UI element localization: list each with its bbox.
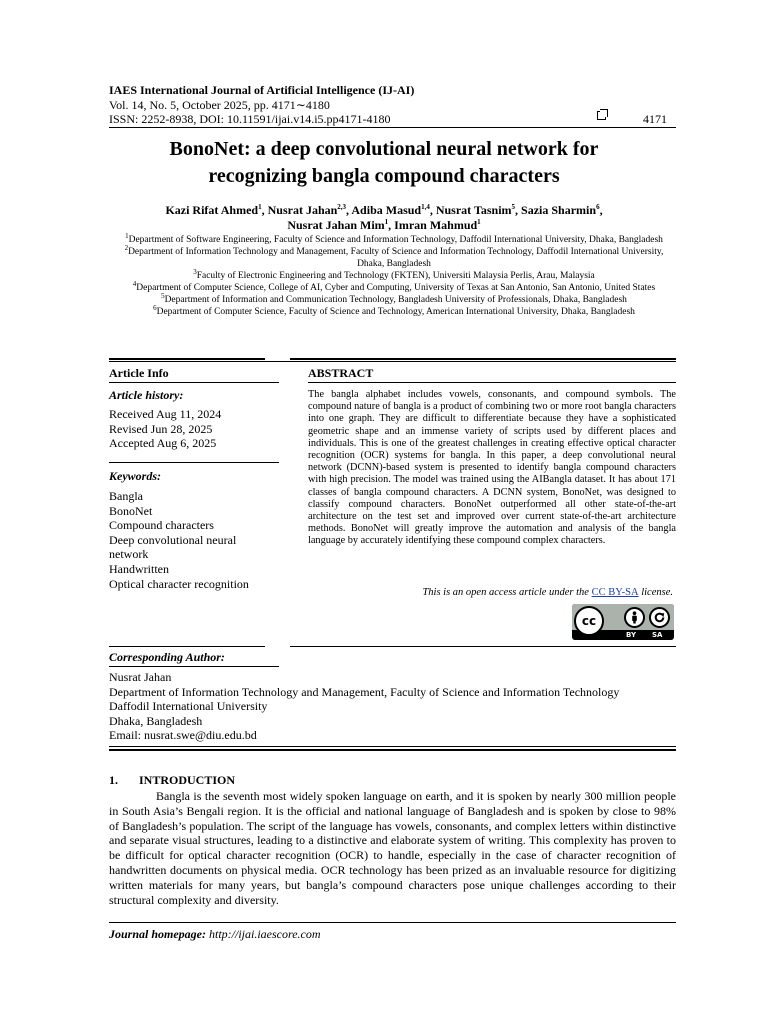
author-name: Nusrat Jahan <box>267 203 338 217</box>
info-top-rule-thin <box>109 361 676 362</box>
abstract-heading-rule <box>308 382 676 383</box>
paper-title <box>60 136 708 190</box>
header-rule <box>109 127 676 128</box>
author-sup: 2,3 <box>337 203 347 211</box>
badge-by-label: BY <box>626 631 637 639</box>
author-sup: 1 <box>258 203 262 211</box>
history-rule <box>109 462 279 463</box>
keyword-item: Compound characters <box>109 518 214 533</box>
affiliation-6 <box>100 303 688 318</box>
abstract-top-rule <box>290 358 676 360</box>
article-info-heading: Article Info <box>109 366 169 380</box>
author-name: Imran Mahmud <box>394 218 478 232</box>
affiliation-4 <box>90 279 698 294</box>
affiliation-list <box>100 231 688 318</box>
author-sup: 5 <box>511 203 516 211</box>
keyword-item: Bangla <box>109 489 143 503</box>
page-icon <box>597 111 606 120</box>
corr-label-rule <box>109 666 279 667</box>
license-statement <box>308 586 673 599</box>
keyword-item: BonoNet <box>109 503 153 518</box>
revised-date: Revised Jun 28, 2025 <box>109 421 213 436</box>
keywords-list <box>109 489 279 591</box>
affiliation-5 <box>100 291 688 306</box>
affiliation-text: Department of Information and Communication Technology, Bangladesh University of Professionals, Dhaka, Bangladesh <box>164 295 627 305</box>
affiliation-3 <box>100 267 688 282</box>
abstract-heading: ABSTRACT <box>308 366 374 380</box>
keyword-item: Handwritten <box>109 561 169 576</box>
author-name: Nusrat Tasnim <box>435 203 512 217</box>
affiliation-sup: 3 <box>193 267 197 276</box>
intro-paragraph: Bangla is the seventh most widely spoken language on earth, and it is spoken by nearly 300 million people in South Asia’s Bengali region. It is the official and national language of Bangladesh and is spoken by close to 98% of Bangladesh’s population. The script of the language has vowels, consonants, and complex letters within distinctive and separate visual structures, leading to a distinctive and elaborate system of writing. This complexity has proven to be difficult for optical character recognition (OCR) to handle, especially in the case of character recognition of handwritten documents on physical media. OCR technology has been prized as an invaluable resource for digitizing written materials for many years, but bangla’s compound characters pose unique challenges according to their structural complexity and diversity. <box>109 789 676 907</box>
author-sup: 1,4 <box>421 203 430 211</box>
author-name: Sazia Sharmin <box>521 203 597 217</box>
history-label: Article history: <box>109 388 184 402</box>
corr-right-rule <box>290 646 676 647</box>
affiliation-sup: 2 <box>124 243 129 252</box>
author-name: Kazi Rifat Ahmed <box>165 203 259 217</box>
corresponding-label: Corresponding Author: <box>109 650 225 664</box>
affiliation-text: Department of Computer Science, College of AI, Cyber and Computing, University of Texas at San Antonio, San Antonio, United States <box>136 283 656 293</box>
affiliation-text: Faculty of Electronic Engineering and Technology (FKTEN), Universiti Malaysia Perlis, Arau, Malaysia <box>196 271 595 281</box>
attribution-icon <box>624 607 645 628</box>
footer-rule <box>109 922 676 923</box>
corr-left-rule <box>109 646 265 647</box>
volume-info: Vol. 14, No. 5, October 2025, pp. 4171∼4180 <box>109 98 330 112</box>
info-heading-rule <box>109 382 279 383</box>
affiliation-sup: 6 <box>153 303 157 312</box>
journal-name: IAES International Journal of Artificial Intelligence (IJ-AI) <box>109 83 415 97</box>
affiliation-sup: 1 <box>125 231 129 240</box>
section-title: INTRODUCTION <box>139 773 236 787</box>
homepage-url[interactable]: http://ijai.iaescore.com <box>209 927 321 941</box>
affiliation-1 <box>100 231 688 246</box>
cc-by-sa-badge[interactable] <box>572 604 674 640</box>
section-number: 1. <box>109 773 118 787</box>
license-suffix: license. <box>638 587 673 598</box>
affiliation-text: Department of Computer Science, Faculty of Science and Technology, American International University, Dhaka, Bangladesh <box>156 307 635 317</box>
corr-bottom-rule-thick <box>109 749 676 751</box>
keyword-item: Deep convolutional neural <box>109 532 237 547</box>
affiliation-text: Department of Software Engineering, Faculty of Science and Information Technology, Daffodil International University, Dhaka, Bangladesh <box>128 235 663 245</box>
badge-sa-label: SA <box>652 631 663 639</box>
corresponding-dept: Department of Information Technology and Management, Faculty of Science and Information Technology <box>109 684 620 699</box>
page-number: 4171 <box>643 112 667 126</box>
author-sup: 1 <box>477 218 481 226</box>
corresponding-university: Daffodil International University <box>109 699 268 714</box>
corresponding-city: Dhaka, Bangladesh <box>109 713 203 728</box>
title-line-1: BonoNet: a deep convolutional neural network for <box>169 138 599 160</box>
keyword-item: Optical character recognition <box>109 576 249 591</box>
received-date: Received Aug 11, 2024 <box>109 407 222 421</box>
keywords-label: Keywords: <box>109 469 161 483</box>
corresponding-block <box>109 670 689 743</box>
intro-heading <box>109 773 235 787</box>
issn-doi: ISSN: 2252-8938, DOI: 10.11591/ijai.v14.i5.pp4171-4180 <box>109 112 391 126</box>
author-name: Nusrat Jahan Mim <box>287 218 385 232</box>
cc-logo-icon: cc <box>574 606 604 636</box>
license-prefix: This is an open access article under the <box>422 587 592 598</box>
accepted-date: Accepted Aug 6, 2025 <box>109 436 217 451</box>
abstract-text: The bangla alphabet includes vowels, consonants, and compound symbols. The compound nature of bangla is a product of combining two or more root bangla characters into one graph. They are difficult to differentiate because they have a sophisticated geometric shape and an immense variety of scripts used by different places and individuals. This is one of the greatest challenges in creating effective optical character recognition (OCR) systems for bangla. In this paper, a deep convolutional neural network (DCNN)-based system is presented to identify bangla compound characters with high precision. The model was trained using the AIBangla dataset. It has about 171 classes of bangla compound characters. A DCNN system, BonoNet, was designed to classify compound characters. BonoNet outperformed all other state-of-the-art architecture on the test set and improved over current state-of-the-art architecture methods. BonoNet will greatly improve the automation and analysis of the bangla language by accurately identifying these compound complex characters. <box>308 389 676 547</box>
share-alike-icon <box>649 607 670 628</box>
homepage-label: Journal homepage: <box>109 927 207 941</box>
title-line-2: recognizing bangla compound characters <box>208 165 560 187</box>
corr-bottom-rule <box>109 746 676 747</box>
author-sup: 1 <box>384 218 389 226</box>
affiliation-sup: 5 <box>161 291 165 300</box>
corresponding-name: Nusrat Jahan <box>109 670 172 684</box>
affiliation-sup: 4 <box>132 279 137 288</box>
affiliation-text: Department of Information Technology and Management, Faculty of Science and Information Technology, Daffodil International University, Dhaka, Bangladesh <box>128 247 664 269</box>
journal-homepage <box>109 927 321 941</box>
license-link[interactable]: CC BY-SA <box>591 587 639 598</box>
info-top-rule <box>109 358 265 360</box>
keyword-item: network <box>109 547 149 562</box>
author-sup: 6 <box>596 203 600 211</box>
affiliation-2 <box>100 243 688 270</box>
corresponding-email[interactable]: Email: nusrat.swe@diu.edu.bd <box>109 728 257 743</box>
history-list <box>109 407 279 451</box>
author-list: Kazi Rifat Ahmed$^1$, Nusrat Jahan$^{2,3}$, Adiba Masud$^{1,4}$, Nusrat Tasnim$^5$, Sazia Sharmin$^6$, Nusrat Jahan Mim$^1$, Imran Mahmud$^1$ <box>165 203 603 232</box>
author-name: Adiba Masud <box>351 203 422 217</box>
